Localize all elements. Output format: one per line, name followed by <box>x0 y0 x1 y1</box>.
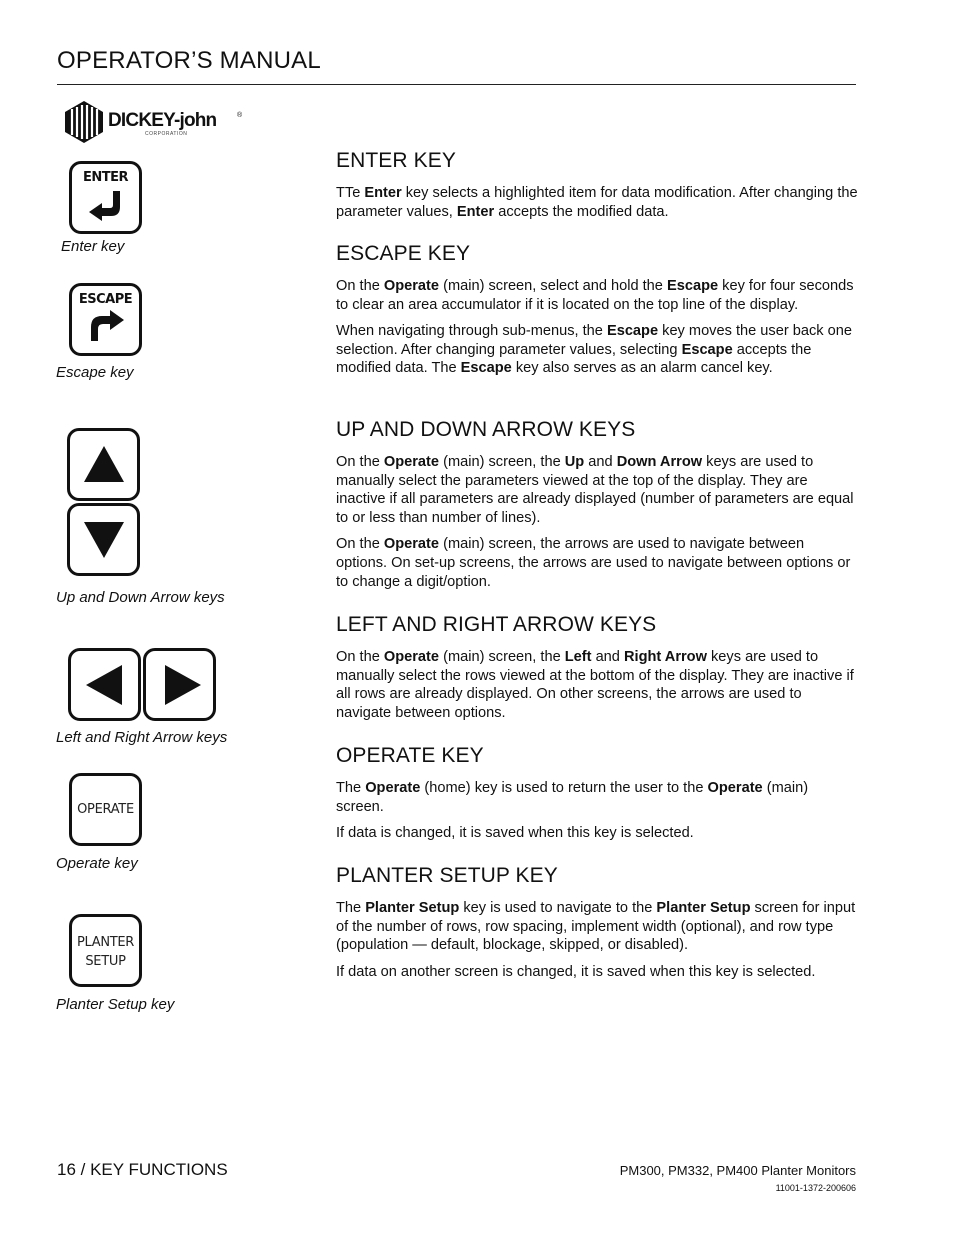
dickey-john-logo <box>63 100 253 146</box>
paragraph-text: The <box>336 780 366 796</box>
section-title: PLANTER SETUP KEY <box>336 864 558 887</box>
up-arrow-icon <box>82 444 126 484</box>
section-paragraph <box>336 899 858 955</box>
paragraph-text: accepts the modified data. <box>494 203 669 220</box>
paragraph-text: When navigating through sub-menus, the <box>336 323 607 340</box>
escape-arrow-icon <box>88 309 128 343</box>
section-paragraph <box>336 184 858 221</box>
section-operate-key <box>336 744 858 843</box>
section-paragraph <box>336 963 858 982</box>
bold-term: Operate <box>365 780 421 796</box>
logo-emblem-icon <box>63 100 105 144</box>
bold-term: Escape <box>606 323 659 340</box>
section-paragraph <box>336 648 858 722</box>
bold-term: Enter <box>364 185 402 201</box>
up-arrow-key-illustration <box>67 428 140 501</box>
section-title: UP AND DOWN ARROW KEYS <box>336 418 636 441</box>
paragraph-text: If data on another screen is changed, it is saved when this key is selected. <box>336 963 816 980</box>
paragraph-text: (home) key is used to return the user to the <box>420 780 708 796</box>
left-right-keys-caption: Left and Right Arrow keys <box>56 729 228 746</box>
paragraph-text: (main) screen. <box>336 780 809 815</box>
paragraph-text: key also serves as an alarm cancel key. <box>511 360 773 377</box>
escape-key-caption: Escape key <box>56 364 134 381</box>
bold-term: Planter Setup <box>365 900 460 916</box>
operate-key-label: OPERATE <box>77 802 134 817</box>
enter-key-caption: Enter key <box>61 238 125 255</box>
section-title: ENTER KEY <box>336 149 456 172</box>
section-title: ESCAPE KEY <box>336 242 471 265</box>
left-arrow-key-illustration <box>68 648 141 721</box>
bold-term: Escape <box>460 360 512 377</box>
section-escape-key <box>336 242 858 378</box>
section-paragraph <box>336 277 858 314</box>
down-arrow-key-illustration <box>67 503 140 576</box>
paragraph-text: (main) screen, select and hold the <box>439 278 667 294</box>
down-arrow-icon <box>82 520 126 560</box>
section-paragraph <box>336 453 858 527</box>
footer-document-code: 11001-1372-200606 <box>775 1183 856 1193</box>
section-up-down-arrow-keys <box>336 418 858 591</box>
escape-key-illustration <box>69 283 142 356</box>
planter-setup-key-illustration <box>69 914 142 987</box>
paragraph-text: key selects a highlighted item for data modification. After changing the parameter values, <box>336 185 858 220</box>
bold-term: Planter Setup <box>656 900 751 916</box>
paragraph-text: TTe <box>336 185 365 201</box>
left-arrow-icon <box>84 663 124 707</box>
paragraph-text: The <box>336 900 366 916</box>
escape-key-label: ESCAPE <box>78 292 133 307</box>
bold-term: Operate <box>383 278 440 294</box>
planter-key-label-line1: PLANTER <box>76 935 135 950</box>
bold-term: Left <box>564 649 592 665</box>
section-planter-setup-key <box>336 864 858 981</box>
planter-setup-key-caption: Planter Setup key <box>56 996 175 1013</box>
paragraph-text: accepts the modified data. The <box>336 341 812 377</box>
bold-term: Escape <box>681 341 733 358</box>
paragraph-text: key moves the user back one selection. After changing parameter values, selecting <box>336 323 852 358</box>
paragraph-text: (main) screen, the <box>439 649 565 665</box>
paragraph-text: On the <box>336 536 384 553</box>
bold-term: Right Arrow <box>623 649 707 665</box>
logo-registered-mark: ® <box>237 112 243 119</box>
paragraph-text: and <box>591 649 624 665</box>
bold-term: Operate <box>707 780 763 796</box>
paragraph-text: If data is changed, it is saved when this key is selected. <box>336 825 694 842</box>
paragraph-text: keys are used to manually select the parameters viewed at the top of the display. They are inactive if all parameters are already displayed (number of parameters are equal to or less than number of lines). <box>336 454 854 526</box>
bold-term: Down Arrow <box>616 454 703 470</box>
page-header-title: OPERATOR’S MANUAL <box>57 47 321 74</box>
bold-term: Operate <box>383 649 440 665</box>
enter-key-illustration <box>69 161 142 234</box>
paragraph-text: (main) screen, the <box>439 454 565 470</box>
paragraph-text: and <box>584 454 617 470</box>
enter-arrow-icon <box>86 189 126 221</box>
section-paragraph <box>336 779 858 816</box>
right-arrow-key-illustration <box>143 648 216 721</box>
paragraph-text: key is used to navigate to the <box>459 900 657 916</box>
bold-term: Up <box>564 454 585 470</box>
section-paragraph <box>336 535 858 591</box>
bold-term: Operate <box>383 536 440 553</box>
logo-wordmark: DICKEY-john <box>108 110 217 131</box>
section-paragraph <box>336 322 858 378</box>
section-title: OPERATE KEY <box>336 744 484 767</box>
right-arrow-icon <box>163 663 203 707</box>
planter-key-label-line2: SETUP <box>85 954 126 969</box>
operate-key-caption: Operate key <box>56 855 138 872</box>
bold-term: Operate <box>383 454 440 470</box>
footer-product-name: PM300, PM332, PM400 Planter Monitors <box>619 1163 856 1178</box>
section-paragraph <box>336 824 858 843</box>
section-title: LEFT AND RIGHT ARROW KEYS <box>336 613 657 636</box>
paragraph-text: (main) screen, the arrows are used to navigate between options. On set-up screens, the arrows are used to navigate between options or to change a digit/option. <box>336 536 851 590</box>
bold-term: Enter <box>456 203 495 220</box>
paragraph-text: key for four seconds to clear an area accumulator if it is located on the top line of the display. <box>336 278 854 313</box>
paragraph-text: On the <box>336 454 384 470</box>
header-divider <box>57 84 856 85</box>
bold-term: Escape <box>666 278 719 294</box>
footer-page-label: 16 / KEY FUNCTIONS <box>57 1160 228 1179</box>
operate-key-illustration <box>69 773 142 846</box>
section-enter-key <box>336 149 858 221</box>
up-down-keys-caption: Up and Down Arrow keys <box>56 589 225 606</box>
enter-key-label: ENTER <box>82 170 129 185</box>
paragraph-text: screen for input of the number of rows, row spacing, implement width (optional), and row type (population — default, blockage, skipped, or disabled). <box>336 900 856 954</box>
section-left-right-arrow-keys <box>336 613 858 722</box>
paragraph-text: On the <box>336 649 384 665</box>
paragraph-text: keys are used to manually select the rows viewed at the bottom of the display. They are inactive if all rows are already displayed. On other screens, the arrows are used to navigate between options. <box>336 649 854 721</box>
logo-corporation: CORPORATION <box>145 131 188 137</box>
paragraph-text: On the <box>336 278 384 294</box>
